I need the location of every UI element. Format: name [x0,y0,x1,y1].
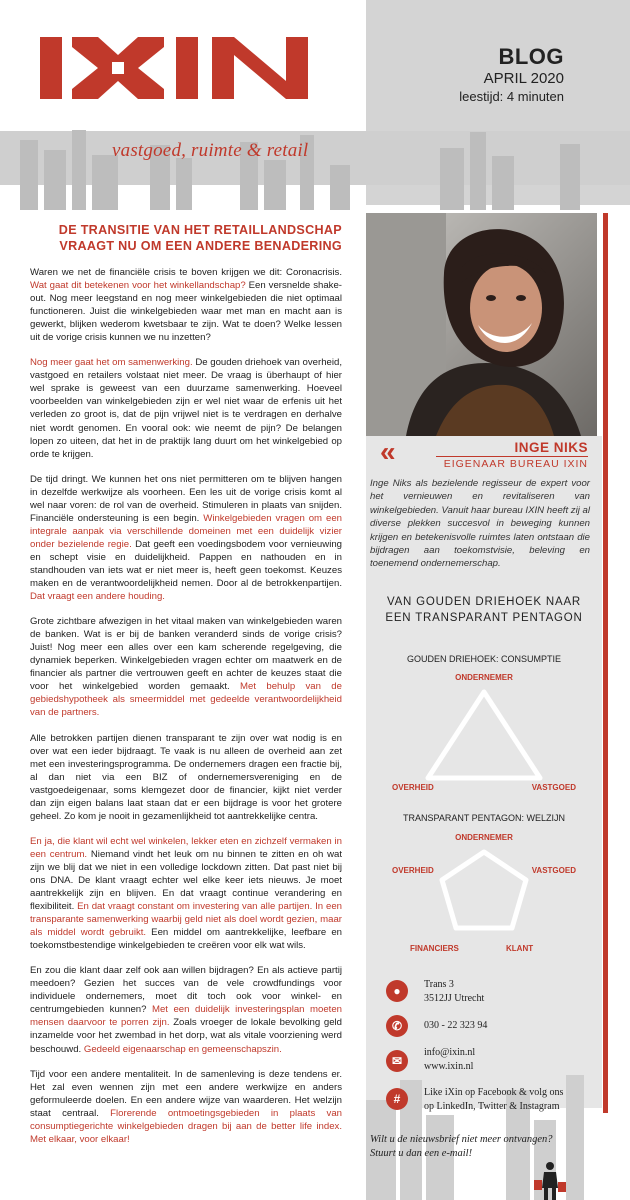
triangle-label-right: VASTGOED [531,783,576,792]
paragraph-7: En zou die klant daar zelf ook aan willen bijdragen? En als actieve partij meedoen? Gezien het succes van de vele crowdfundings voor individuele ondernemers, moet dit toch ook voor winkel- en centrumgebieden kunnen? Met een duidelijk investeringsplan moeten mensen daarvoor te porren zijn. Zoals vroeger de lokale bevolking geld inzamelde voor het zwembad in het dorp, wat als vitale voorziening werd beschouwd. Gedeeld eigenaarschap en gemeenschapszin. [30,965,342,1055]
envelope-icon: ✉ [386,1050,408,1072]
ixin-logo [40,37,330,99]
contact-social: Like iXin op Facebook & volg ons op LinkedIn, Twitter & Instagram [424,1087,564,1112]
shopper-icon [530,1160,570,1200]
contact-address: Trans 3 3512JJ Utrecht [424,979,485,1004]
phone-icon: ✆ [386,1015,408,1037]
contact-web[interactable]: www.ixin.nl [424,1061,474,1072]
tagline: vastgoed, ruimte & retail [112,140,309,161]
unsubscribe-note: Wilt u de nieuwsbrief niet meer ontvangen? Stuurt u dan een e-mail! [370,1134,553,1159]
author-bio: Inge Niks als bezielende regisseur de expert voor het vernieuwen en revitaliseren van winkelgebieden. Vanuit haar bureau IXIN heeft zij al diverse plekken succesvol in beweging kunnen krijgen en betekenisvolle ruimtes laten ontstaan die bijdragen aan toekomstvisie, beleving en toenemend ondernemerschap. [370,478,590,570]
headline-line-2: VRAAGT NU OM EEN ANDERE BENADERING [59,239,342,253]
paragraph-2: Nog meer gaat het om samenwerking. De gouden driehoek van overheid, vastgoed en retailers volstaat niet meer. De vraag is überhaupt of hier wel sprake is geweest van een duurzame samenwerking. Hoeveel voorbeelden van winkelgebieden zijn er wel niet waar de erfenis uit het verleden zo groot is, dat de pijn vrijwel niet is te verdragen en derhalve niet wordt genomen. En vooral ook: wie neemt de pijn? De belangen lopen zo uiteen, dat het in de praktijk lang duurt om het winkelgebied op orde te krijgen. [30,357,343,460]
blog-label: BLOG [498,44,564,69]
sidebar-heading: VAN GOUDEN DRIEHOEK NAAR EEN TRANSPARANT PENTAGON [385,596,583,624]
pentagon-label-bottom-left: FINANCIERS [410,944,459,953]
paragraph-8: Tijd voor een andere mentaliteit. In de samenleving is deze tendens er. Het zal even wennen zijn met een andere werkwijze en anders geformuleerde doelen. En een andere wijze van waarderen. Het welzijn staat centraal. Florerende ontmoetingsgebieden in plaats van consumptiegerichte winkelgebieden dragen bij aan de better life index. Met elkaar, voor elkaar! [30,1068,342,1145]
triangle-title: GOUDEN DRIEHOEK: CONSUMPTIE [406,654,562,664]
contact-email[interactable]: info@ixin.nl [424,1047,476,1058]
contact-phone[interactable]: 030 - 22 323 94 [424,1020,488,1031]
pentagon-title: TRANSPARANT PENTAGON: WELZIJN [402,813,566,823]
triangle-shape [428,692,540,778]
paragraph-6: En ja, die klant wil echt wel winkelen, lekker eten en zichzelf vermaken in een centrum. Niemand vindt het leuk om nu binnen te zitten en oh wat zijn we blij dat we niet in een volledige lockdown zitten. Dat past niet bij ons DNA. De klant vraagt echter wel elke keer iets nieuws. Je moet aantrekkelijk zijn en blijven. En dat vraagt continue verandering en flexibiliteit. En dat vraagt constant om investering van alle partijen. In een transparante samenwerking waarbij geld niet als doel wordt gezien, maar als middel wordt gebruikt. Een middel om aantrekkelijke, leefbare en toekomstbestendige winkelgebieden te creëren voor elk wat wils. [30,835,343,952]
paragraph-1: Waren we net de financiële crisis te boven krijgen we dit: Coronacrisis. Wat gaat dit betekenen voor het winkellandschap? Een versnelde shake-out. Nog meer leegstand en nog meer winkelgebieden die niet optimaal functioneren. Juist die winkelgebieden waar met man en macht aan is gewerkt, blijken wederom kwetsbaar te zijn. Wat te doen? Welke lessen uit de vorige crisis kunnen we nu inzetten? [30,267,342,344]
author-divider [436,456,588,457]
blog-date: APRIL 2020 [483,70,564,87]
triangle-pentagon-diagram [366,640,602,960]
author-name: INGE NIKS [514,440,588,455]
reading-time: leestijd: 4 minuten [459,89,564,104]
paragraph-3: De tijd dringt. We kunnen het ons niet permitteren om te blijven hangen in dezelfde werkwijze als voorheen. Een les uit de vorige crisis komt al wel naar voren: de rol van de overheid. Stimuleren in plaats van snijden. Financiële ondersteuning is een begin. Winkelgebieden vragen om een integrale aanpak via verschillende domeinen met een duidelijk vizier onder bezielende regie. Dat geeft een voedingsbodem voor vernieuwing en schept visie en duidelijkheid. Pappen en nathouden en in standhouden van iets wat er niet meer is, heeft geen toekomst. Keuzes maken en de verantwoordelijkheid nemen. Door al de betrokkenpartijen. Dat vraagt een andere houding. [30,473,342,603]
hashtag-icon: # [386,1088,408,1110]
triangle-label-left: OVERHEID [392,783,434,792]
author-photo [366,213,597,436]
pentagon-label-right: VASTGOED [531,866,576,875]
contact-email-web [424,1046,475,1074]
map-pin-icon: ● [386,980,408,1002]
bottom-skyline-illustration [366,1060,630,1200]
paragraph-5: Alle betrokken partijen dienen transparant te zijn over wat nodig is en over wat een ieder bijdraagt. Te vaak is nu alleen de overheid aan zet met een investeringsprogramma. De ondernemers dragen een fractie bij, al dan niet via een BIZ of ondernemersvereniging en de vastgoedeigenaar, soms klemgezet door de financier, kijkt niet verder dan zijn eigen balans laat staan dat er een bijdrage is voor het grotere geheel. Zo kom je nooit in gezamenlijkheid tot aantrekkelijke centra. [30,732,342,822]
skyline-illustration [0,120,630,210]
pentagon-label-top: ONDERNEMER [455,833,513,842]
headline-line-1: DE TRANSITIE VAN HET RETAILLANDSCHAP [58,223,342,237]
article-headline [30,222,342,254]
pentagon-label-bottom-right: KLANT [506,944,534,953]
pentagon-shape [442,852,526,928]
article-body [30,266,342,1158]
pentagon-label-left: OVERHEID [392,866,434,875]
paragraph-4: Grote zichtbare afwezigen in het vitaal maken van winkelgebieden waren de banken. Wat is er bij de banken veranderd sinds de vorige crisis? Juist! Nog meer een alles over een kam scherende regelgeving, die dynamiek beperken. Winkelgebieden vragen echter om maatwerk en de financier als partner die vertrouwen geeft en achter de keuzes staat die voor het winkelgebied worden gemaakt. Met behulp van de gebiedshypotheek als smeermiddel met gedeelde verantwoordelijkheid van de partners. [30,616,342,719]
triangle-label-top: ONDERNEMER [455,673,513,682]
red-vertical-rule [603,213,608,1113]
author-role: EIGENAAR BUREAU IXIN [443,458,588,470]
quote-chevron-icon: « [380,436,396,467]
